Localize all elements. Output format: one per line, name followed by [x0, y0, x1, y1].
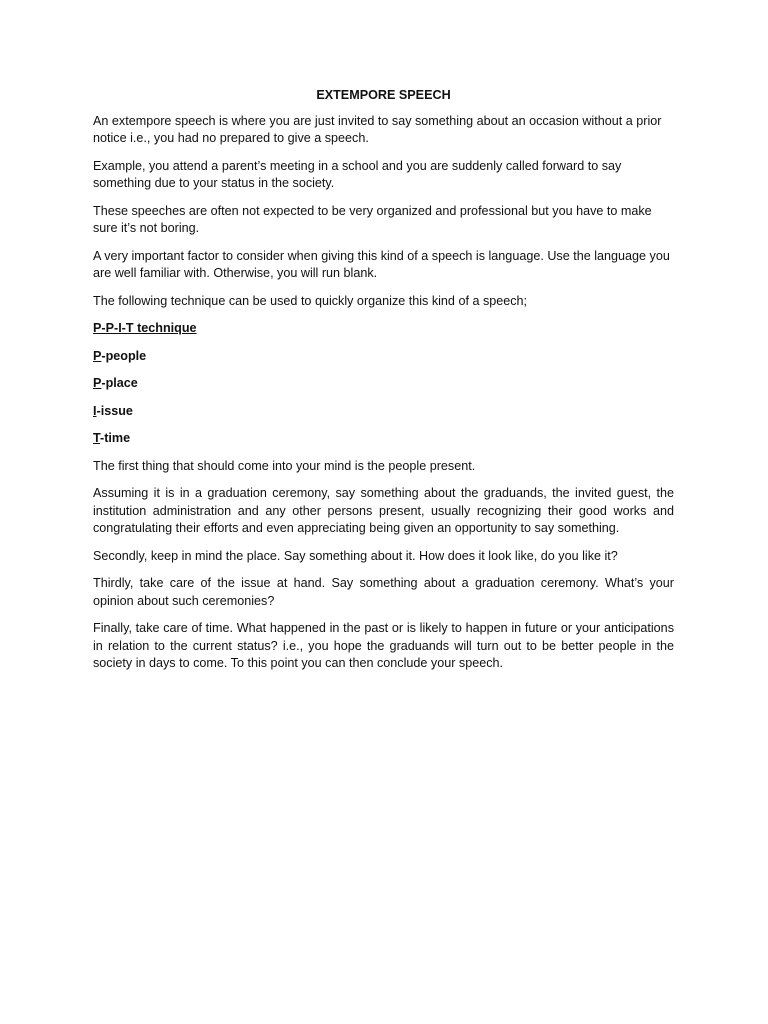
- document-page: [93, 87, 674, 683]
- technique-item-text: -place: [101, 376, 138, 390]
- document-title: EXTEMPORE SPEECH: [316, 88, 451, 102]
- technique-item-place: [93, 375, 674, 393]
- technique-item-people: [93, 348, 674, 366]
- paragraph-intro-4: A very important factor to consider when giving this kind of a speech is language. Use the language you are well familiar with. Otherwise, you will run blank.: [93, 248, 670, 280]
- paragraph-intro-5: The following technique can be used to quickly organize this kind of a speech;: [93, 293, 528, 308]
- technique-item-letter: P: [93, 376, 102, 390]
- technique-item-letter: P: [93, 348, 102, 363]
- technique-item-issue: [93, 403, 674, 421]
- paragraph-body-5: Finally, take care of time. What happened in the past or is likely to happen in future or your anticipations in relation to the current status? i.e., you hope the graduands will turn out to be better people in the society in days to come. To this point you can then conclude your speech.: [93, 621, 674, 670]
- technique-item-letter: T: [93, 431, 100, 445]
- paragraph-intro-1: An extempore speech is where you are just invited to say something about an occasion without a prior notice i.e., you had no prepared to give a speech.: [93, 113, 662, 145]
- technique-heading: P-P-I-T technique: [93, 321, 197, 335]
- paragraph-intro-2: Example, you attend a parent’s meeting in a school and you are suddenly called forward to say something due to your status in the society.: [93, 158, 622, 190]
- paragraph-body-4: Thirdly, take care of the issue at hand. Say something about a graduation ceremony. What’s your opinion about such ceremonies?: [93, 576, 674, 608]
- paragraph-body-1: The first thing that should come into your mind is the people present.: [93, 458, 476, 473]
- technique-item-letter: I: [93, 403, 97, 418]
- technique-item-text: -time: [100, 431, 131, 445]
- technique-item-text: -issue: [96, 403, 133, 418]
- paragraph-intro-3: These speeches are often not expected to be very organized and professional but you have to make sure it’s not boring.: [93, 203, 652, 235]
- paragraph-body-2: Assuming it is in a graduation ceremony, say something about the graduands, the invited guest, the institution administration and any other persons present, usually recognizing their good works and congratulating their efforts and even appreciating being given an opportunity to say something.: [93, 486, 674, 535]
- technique-item-time: [93, 430, 674, 448]
- technique-item-text: -people: [101, 348, 147, 363]
- paragraph-body-3: Secondly, keep in mind the place. Say something about it. How does it look like, do you like it?: [93, 548, 618, 563]
